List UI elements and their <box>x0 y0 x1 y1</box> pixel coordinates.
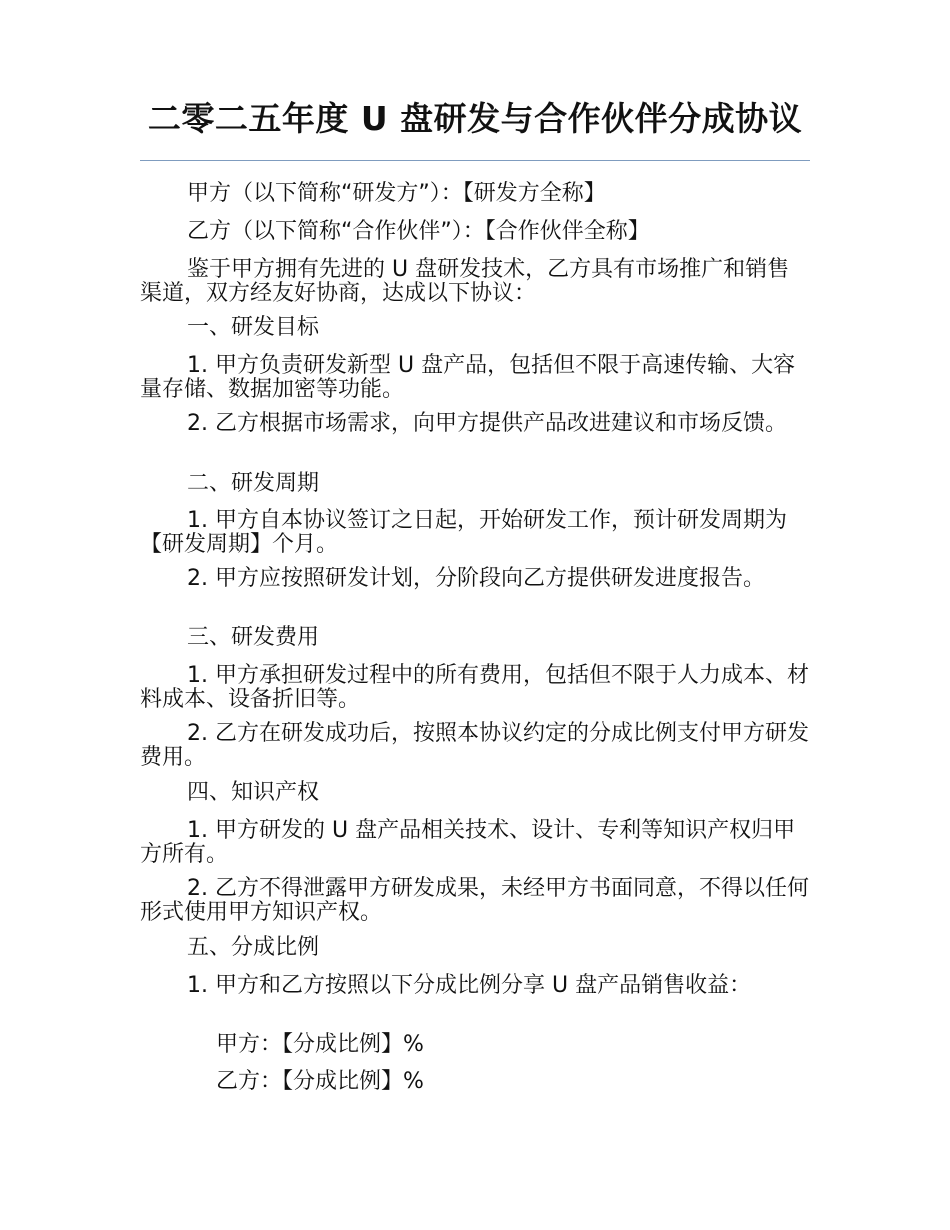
clause: 2. 乙方根据市场需求，向甲方提供产品改进建议和市场反馈。 <box>187 411 787 436</box>
clause: 1. 甲方研发的 U 盘产品相关技术、设计、专利等知识产权归甲方所有。 <box>140 818 796 867</box>
share-party-b: 乙方：【分成比例】% <box>216 1069 424 1094</box>
clause: 1. 甲方和乙方按照以下分成比例分享 U 盘产品销售收益： <box>187 973 752 998</box>
document-title: 二零二五年度 U 盘研发与合作伙伴分成协议 <box>147 99 803 138</box>
clause: 2. 乙方在研发成功后，按照本协议约定的分成比例支付甲方研发费用。 <box>140 721 809 770</box>
section-heading: 二、研发周期 <box>187 471 320 496</box>
clause: 1. 甲方自本协议签订之日起，开始研发工作，预计研发周期为【研发周期】个月。 <box>140 508 787 557</box>
clause: 1. 甲方承担研发过程中的所有费用，包括但不限于人力成本、材料成本、设备折旧等。 <box>140 663 809 712</box>
clause: 1. 甲方负责研发新型 U 盘产品，包括但不限于高速传输、大容量存储、数据加密等功能。 <box>140 353 796 402</box>
section-heading: 三、研发费用 <box>187 625 320 650</box>
title-underline <box>140 160 810 161</box>
share-party-a: 甲方：【分成比例】% <box>216 1032 424 1057</box>
preamble: 鉴于甲方拥有先进的 U 盘研发技术，乙方具有市场推广和销售渠道，双方经友好协商，达成以下协议： <box>140 257 790 306</box>
section-heading: 四、知识产权 <box>187 780 320 805</box>
party-b: 乙方（以下简称“合作伙伴”）：【合作伙伴全称】 <box>187 219 650 244</box>
section-heading: 一、研发目标 <box>187 315 320 340</box>
party-a: 甲方（以下简称“研发方”）：【研发方全称】 <box>187 181 606 206</box>
clause: 2. 甲方应按照研发计划，分阶段向乙方提供研发进度报告。 <box>187 566 765 591</box>
clause: 2. 乙方不得泄露甲方研发成果，未经甲方书面同意，不得以任何形式使用甲方知识产权。 <box>140 876 809 925</box>
section-heading: 五、分成比例 <box>187 935 320 960</box>
